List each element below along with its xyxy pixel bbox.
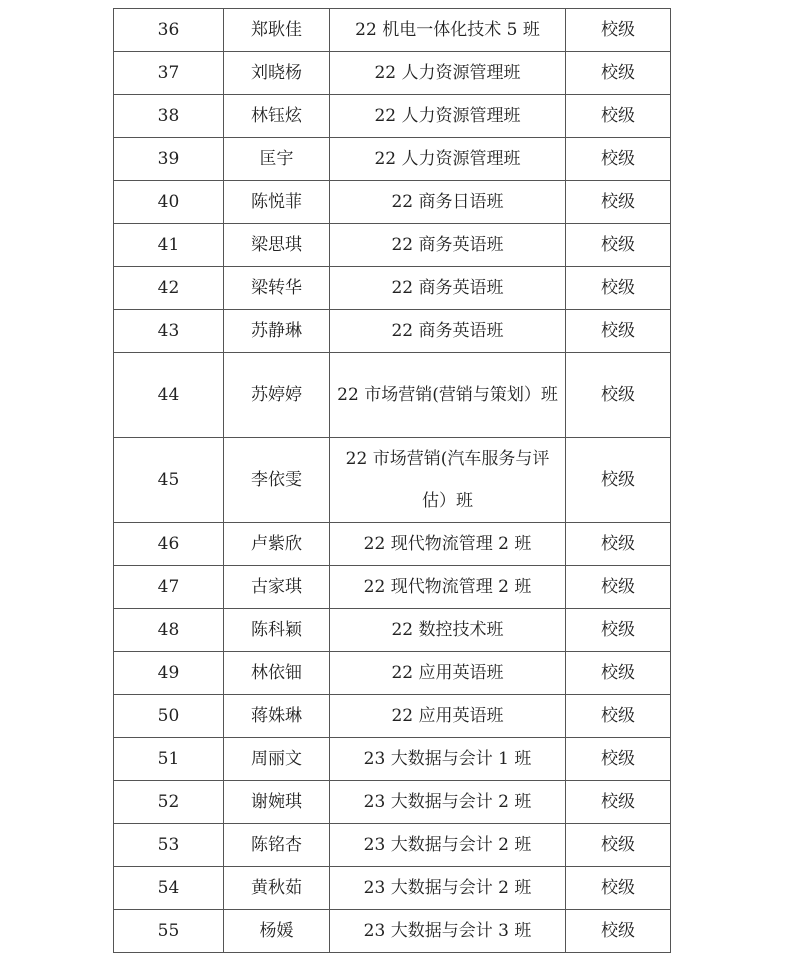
row-number-cell: 52 <box>114 781 224 824</box>
row-number-cell: 49 <box>114 652 224 695</box>
student-name-cell: 黄秋茹 <box>224 867 330 910</box>
class-name-cell: 22 市场营销(汽车服务与评估）班 <box>330 438 566 523</box>
row-number-cell: 36 <box>114 9 224 52</box>
award-level-cell: 校级 <box>566 609 671 652</box>
class-name-cell: 22 人力资源管理班 <box>330 138 566 181</box>
award-level-cell: 校级 <box>566 652 671 695</box>
class-name-cell: 22 机电一体化技术 5 班 <box>330 9 566 52</box>
row-number-cell: 42 <box>114 267 224 310</box>
class-name-cell: 22 人力资源管理班 <box>330 52 566 95</box>
table-row <box>114 310 671 353</box>
row-number-cell: 43 <box>114 310 224 353</box>
row-number-cell: 48 <box>114 609 224 652</box>
award-level-cell: 校级 <box>566 353 671 438</box>
award-level-cell: 校级 <box>566 523 671 566</box>
award-list-table <box>113 8 671 953</box>
table-row <box>114 181 671 224</box>
class-name-cell: 23 大数据与会计 2 班 <box>330 781 566 824</box>
student-name-cell: 古家琪 <box>224 566 330 609</box>
award-level-cell: 校级 <box>566 566 671 609</box>
award-level-cell: 校级 <box>566 867 671 910</box>
student-name-cell: 李依雯 <box>224 438 330 523</box>
table-row <box>114 609 671 652</box>
row-number-cell: 50 <box>114 695 224 738</box>
class-name-cell: 23 大数据与会计 1 班 <box>330 738 566 781</box>
row-number-cell: 41 <box>114 224 224 267</box>
award-level-cell: 校级 <box>566 910 671 953</box>
class-name-cell: 23 大数据与会计 3 班 <box>330 910 566 953</box>
student-name-cell: 刘晓杨 <box>224 52 330 95</box>
row-number-cell: 44 <box>114 353 224 438</box>
award-level-cell: 校级 <box>566 267 671 310</box>
award-level-cell: 校级 <box>566 738 671 781</box>
award-level-cell: 校级 <box>566 310 671 353</box>
student-name-cell: 匡宇 <box>224 138 330 181</box>
student-name-cell: 陈悦菲 <box>224 181 330 224</box>
class-name-cell: 22 现代物流管理 2 班 <box>330 566 566 609</box>
student-name-cell: 苏静琳 <box>224 310 330 353</box>
table-row <box>114 267 671 310</box>
row-number-cell: 51 <box>114 738 224 781</box>
table-row <box>114 52 671 95</box>
table-row <box>114 95 671 138</box>
award-level-cell: 校级 <box>566 824 671 867</box>
class-name-cell: 23 大数据与会计 2 班 <box>330 824 566 867</box>
table-row <box>114 738 671 781</box>
table-body <box>114 9 671 953</box>
row-number-cell: 47 <box>114 566 224 609</box>
class-name-cell: 22 现代物流管理 2 班 <box>330 523 566 566</box>
row-number-cell: 38 <box>114 95 224 138</box>
row-number-cell: 46 <box>114 523 224 566</box>
student-name-cell: 林依钿 <box>224 652 330 695</box>
student-name-cell: 林钰炫 <box>224 95 330 138</box>
student-name-cell: 周丽文 <box>224 738 330 781</box>
student-name-cell: 陈科颖 <box>224 609 330 652</box>
student-name-cell: 卢紫欣 <box>224 523 330 566</box>
table-row <box>114 867 671 910</box>
student-name-cell: 梁思琪 <box>224 224 330 267</box>
row-number-cell: 40 <box>114 181 224 224</box>
table-row <box>114 695 671 738</box>
table-row <box>114 523 671 566</box>
student-name-cell: 苏婷婷 <box>224 353 330 438</box>
student-name-cell: 郑耿佳 <box>224 9 330 52</box>
table-row <box>114 138 671 181</box>
student-name-cell: 蒋姝琳 <box>224 695 330 738</box>
class-name-cell: 22 市场营销(营销与策划）班 <box>330 353 566 438</box>
award-level-cell: 校级 <box>566 181 671 224</box>
class-name-cell: 22 商务英语班 <box>330 224 566 267</box>
table-row <box>114 224 671 267</box>
class-name-cell: 23 大数据与会计 2 班 <box>330 867 566 910</box>
class-name-cell: 22 商务英语班 <box>330 310 566 353</box>
class-name-cell: 22 应用英语班 <box>330 695 566 738</box>
student-name-cell: 谢婉琪 <box>224 781 330 824</box>
award-level-cell: 校级 <box>566 138 671 181</box>
class-name-cell: 22 应用英语班 <box>330 652 566 695</box>
row-number-cell: 37 <box>114 52 224 95</box>
row-number-cell: 55 <box>114 910 224 953</box>
class-name-cell: 22 商务英语班 <box>330 267 566 310</box>
award-level-cell: 校级 <box>566 52 671 95</box>
table-row <box>114 438 671 523</box>
table-row <box>114 9 671 52</box>
row-number-cell: 39 <box>114 138 224 181</box>
row-number-cell: 53 <box>114 824 224 867</box>
award-level-cell: 校级 <box>566 9 671 52</box>
table-row <box>114 353 671 438</box>
table-row <box>114 824 671 867</box>
award-level-cell: 校级 <box>566 224 671 267</box>
award-level-cell: 校级 <box>566 95 671 138</box>
table-row <box>114 566 671 609</box>
award-level-cell: 校级 <box>566 781 671 824</box>
student-name-cell: 梁转华 <box>224 267 330 310</box>
table-row <box>114 781 671 824</box>
student-name-cell: 陈铭杏 <box>224 824 330 867</box>
class-name-cell: 22 人力资源管理班 <box>330 95 566 138</box>
award-level-cell: 校级 <box>566 695 671 738</box>
class-name-cell: 22 商务日语班 <box>330 181 566 224</box>
table-row <box>114 652 671 695</box>
class-name-cell: 22 数控技术班 <box>330 609 566 652</box>
award-level-cell: 校级 <box>566 438 671 523</box>
student-name-cell: 杨媛 <box>224 910 330 953</box>
table-row <box>114 910 671 953</box>
row-number-cell: 54 <box>114 867 224 910</box>
row-number-cell: 45 <box>114 438 224 523</box>
